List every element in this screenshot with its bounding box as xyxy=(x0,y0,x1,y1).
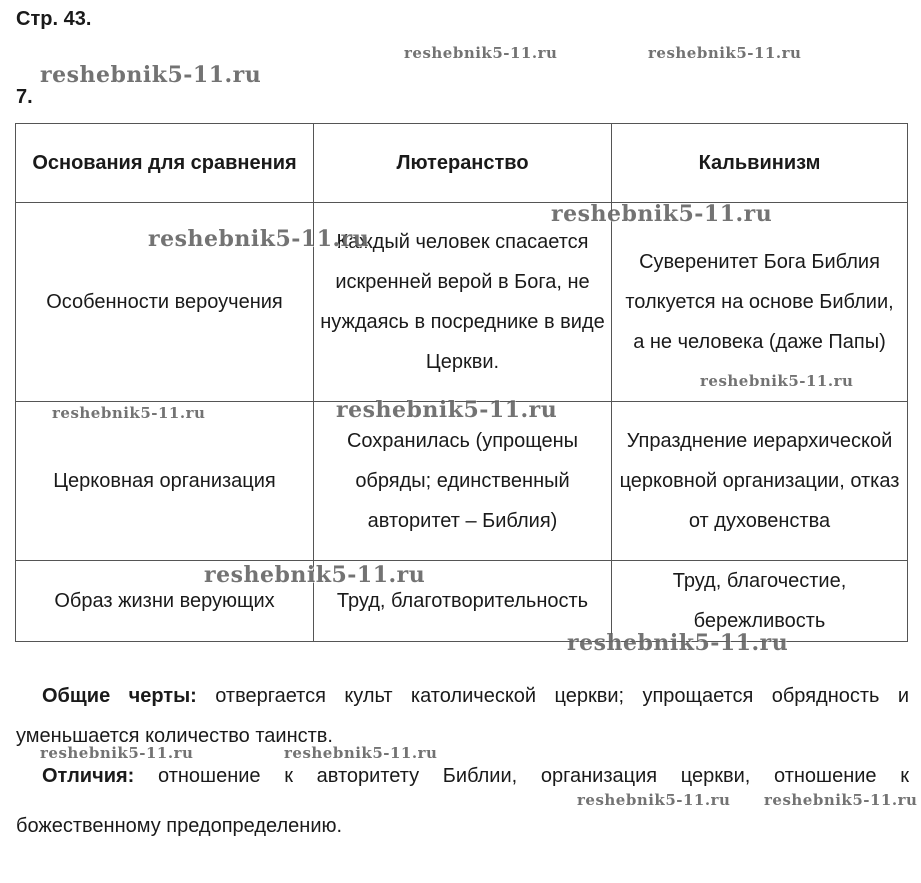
common-features-label: Общие черты: xyxy=(42,685,197,707)
watermark: reshebnik5-11.ru xyxy=(148,226,370,252)
common-features-text: отвергается культ католической церкви; упрощается обрядность и уменьшается количество таинств. xyxy=(16,685,910,747)
watermark: reshebnik5-11.ru xyxy=(648,44,802,62)
table-header-row xyxy=(16,124,908,203)
calvinist-cell: Суверенитет Бога Библия толкуется на основе Библии, а не человека (даже Папы) xyxy=(612,203,908,402)
row-label: Образ жизни верующих xyxy=(16,561,314,642)
calvinist-cell: Упразднение иерархической церковной организации, отказ от духовенства xyxy=(612,402,908,561)
differences-text: отношение к авторитету Библии, организация церкви, отношение к xyxy=(158,765,909,787)
lutheran-cell: Труд, благотворительность xyxy=(314,561,612,642)
watermark: reshebnik5-11.ru xyxy=(764,791,918,809)
differences-paragraph-continuation: божественному предопределению. xyxy=(16,815,343,837)
watermark: reshebnik5-11.ru xyxy=(336,397,558,423)
lutheran-cell: Сохранилась (упрощены обряды; единственный авторитет – Библия) xyxy=(314,402,612,561)
watermark: reshebnik5-11.ru xyxy=(404,44,558,62)
differences-label: Отличия: xyxy=(42,765,135,787)
differences-paragraph xyxy=(16,756,909,796)
watermark: reshebnik5-11.ru xyxy=(204,562,426,588)
watermark: reshebnik5-11.ru xyxy=(284,744,438,762)
watermark: reshebnik5-11.ru xyxy=(567,630,789,656)
watermark: reshebnik5-11.ru xyxy=(577,791,731,809)
row-label: Церковная организация xyxy=(16,402,314,561)
page-number: Стр. 43. xyxy=(16,8,92,30)
lutheran-cell: Каждый человек спасается искренней верой в Бога, не нуждаясь в посреднике в виде Церкви. xyxy=(314,203,612,402)
watermark: reshebnik5-11.ru xyxy=(700,372,854,390)
calvinist-cell: Труд, благочестие, бережливость xyxy=(612,561,908,642)
watermark: reshebnik5-11.ru xyxy=(40,744,194,762)
table-row xyxy=(16,402,908,561)
header-lutheranism: Лютеранство xyxy=(314,124,612,203)
watermark: reshebnik5-11.ru xyxy=(40,62,262,88)
watermark: reshebnik5-11.ru xyxy=(52,404,206,422)
watermark: reshebnik5-11.ru xyxy=(551,201,773,227)
header-basis: Основания для сравнения xyxy=(16,124,314,203)
task-number: 7. xyxy=(16,86,33,108)
row-label: Особенности вероучения xyxy=(16,203,314,402)
header-calvinism: Кальвинизм xyxy=(612,124,908,203)
